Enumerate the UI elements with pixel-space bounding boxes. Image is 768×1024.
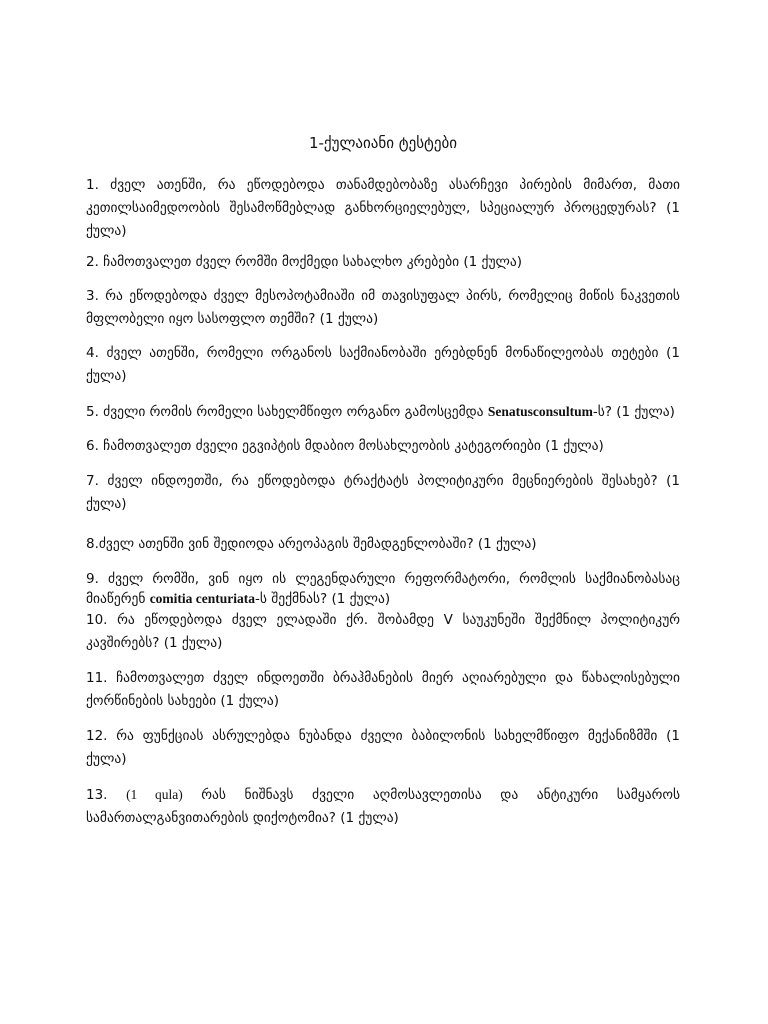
question-9-text-end: -ს შექმნას? (1 ქულა) [255, 591, 391, 607]
question-9-text-start: 9. ძველ რომში, ვინ იყო ის ლეგენდარული რეფორმატორი, რომლის საქმიანობასაც მიაწერენ [86, 571, 680, 607]
question-11: 11. ჩამოთვალეთ ძველ ინდოეთში ბრაჰმანების მიერ აღიარებული და წახალისებული ქორწინების სახეები (1 ქულა) [86, 670, 680, 709]
question-13-latin-term: (1 qula) [126, 787, 183, 802]
question-5-text-end: -ს? (1 ქულა) [592, 404, 675, 420]
question-13-text-start: 13. [86, 787, 127, 803]
document-page [86, 134, 680, 830]
question-1: 1. ძველ ათენში, რა ეწოდებოდა თანამდებობაზე ასარჩევი პირების მიმართ, მათი კეთილსაიმედოობის შესამოწმებლად განხორციელებულ, სპეციალურ პროცედურას? (1 ქულა) [86, 177, 680, 239]
question-7: 7. ძველ ინდოეთში, რა ეწოდებოდა ტრაქტატს პოლიტიკური მეცნიერების შესახებ? (1 ქულა) [86, 473, 680, 512]
question-6: 6. ჩამოთვალეთ ძველი ეგვიპტის მდაბიო მოსახლეობის კატეგორიები (1 ქულა) [86, 438, 604, 454]
document-title: 1-ქულაიანი ტესტები [308, 134, 458, 152]
question-2: 2. ჩამოთვალეთ ძველ რომში მოქმედი სახალხო კრებები (1 ქულა) [86, 254, 523, 270]
question-5-latin-term: Senatusconsultum [487, 404, 593, 419]
question-12: 12. რა ფუნქციას ასრულებდა ნუბანდა ძველი ბაბილონის სახელმწიფო მექანიზმში (1 ქულა) [86, 728, 680, 767]
question-10: 10. რა ეწოდებოდა ძველ ელადაში ქრ. შობამდე V საუკუნეში შექმნილ პოლიტიკურ კავშირებს? (1 ქულა) [86, 612, 680, 651]
question-3: 3. რა ეწოდებოდა ძველ მესოპოტამიაში იმ თავისუფალ პირს, რომელიც მიწის ნაკვეთის მფლობელი იყო სასოფლო თემში? (1 ქულა) [86, 288, 680, 327]
question-8: 8.ძველ ათენში ვინ შედიოდა არეოპაგის შემადგენლობაში? (1 ქულა) [86, 536, 537, 552]
question-9-latin-term: comitia centuriata [149, 591, 256, 606]
question-5-text-start: 5. ძველი რომის რომელი სახელმწიფო ორგანო გამოსცემდა [86, 404, 488, 420]
question-5 [86, 400, 680, 424]
question-13-text-end: რას ნიშნავს ძველი აღმოსავლეთისა და ანტიკური სამყაროს სამართალგანვითარების დიქოტომია? (1 ქულა) [86, 787, 680, 826]
question-4: 4. ძველ ათენში, რომელი ორგანოს საქმიანობაში ერებდნენ მონაწილეობას თეტები (1 ქულა) [86, 345, 680, 384]
question-13 [86, 783, 680, 830]
question-9 [86, 569, 680, 609]
